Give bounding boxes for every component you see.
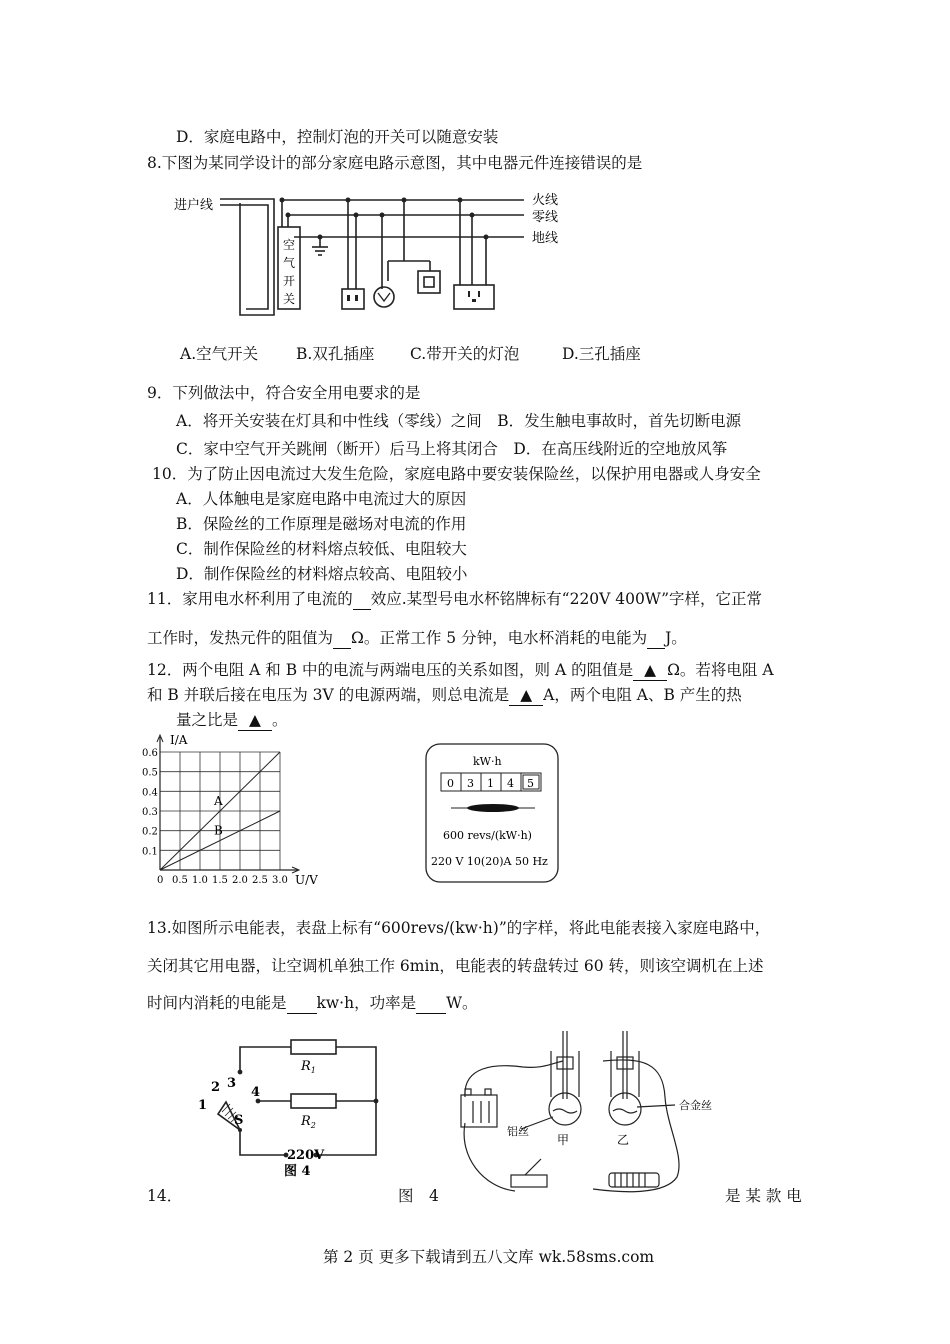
fig4-r2-letter: R — [301, 1114, 311, 1129]
label-neutral: 零线 — [532, 210, 559, 225]
fig4-r1 — [300, 1059, 316, 1075]
q12-text: 和 B 并联后接在电压为 3V 的电源两端，则总电流是 — [147, 686, 510, 704]
fig4-r1-sub: 1 — [310, 1066, 316, 1075]
q12-line-2 — [147, 685, 742, 706]
q12-text: Ω。若将电阻 A — [667, 661, 774, 679]
q13-line-3 — [147, 993, 478, 1014]
chart-xtick-label: 1.0 — [192, 875, 208, 886]
q11-text: 效应.某型号电水杯铭牌标有“220V 400W”字样，它正常 — [370, 590, 763, 608]
q12-text: 12．两个电阻 A 和 B 中的电流与两端电压的关系如图，则 A 的阻值是 — [147, 661, 634, 679]
fig4-node-3: 3 — [227, 1076, 237, 1091]
chart-ticks — [142, 748, 288, 886]
q13-text: kw·h，功率是 — [316, 994, 417, 1012]
q13-line-2: 关闭其它用电器，让空调机单独工作 6min，电能表的转盘转过 60 转，则该空调机在上述 — [147, 957, 764, 975]
q10-option-d: D．制作保险丝的材料熔点较高、电阻较小 — [176, 565, 468, 583]
label-breaker-4: 关 — [283, 292, 296, 306]
fig4-caption: 图 4 — [284, 1164, 311, 1179]
q13-line-1: 13.如图所示电能表，表盘上标有“600revs/(kw·h)”的字样，将此电能表接入家庭电路中， — [147, 919, 771, 937]
q10-stem: 10．为了防止因电流过大发生危险，家庭电路中要安装保险丝，以保护用电器或人身安全 — [152, 465, 761, 483]
q13-blank-1[interactable] — [287, 993, 317, 1014]
q8-option-b: B.双孔插座 — [296, 345, 375, 363]
page-footer: 第 2 页 更多下载请到五八文库 wk.58sms.com — [323, 1248, 655, 1266]
q12-text: 量之比是 — [176, 711, 239, 729]
q11-blank-1[interactable] — [353, 589, 371, 610]
iu-chart — [138, 733, 338, 893]
meter-revs: 600 revs/(kW·h) — [443, 829, 532, 842]
chart-xtick-label: 3.0 — [272, 875, 288, 886]
q12-blank-2[interactable]: ▲ — [509, 685, 543, 706]
q12-line-3 — [176, 710, 288, 731]
q11-text: 工作时，发热元件的阻值为 — [147, 629, 334, 647]
label-jia: 甲 — [557, 1133, 570, 1147]
q9-stem: 9．下列做法中，符合安全用电要求的是 — [147, 384, 421, 402]
q8-stem: 8.下图为某同学设计的部分家庭电路示意图，其中电器元件连接错误的是 — [147, 154, 643, 172]
meter-unit: kW·h — [473, 755, 502, 768]
q10-option-b: B．保险丝的工作原理是磁场对电流的作用 — [176, 515, 467, 533]
chart-xtick-label: 2.5 — [252, 875, 268, 886]
label-live: 火线 — [532, 193, 559, 208]
meter-digit-5: 5 — [527, 777, 534, 790]
chart-series-label-B: B — [214, 823, 223, 838]
label-alloy-wire: 合金丝 — [679, 1099, 712, 1112]
label-incoming: 进户线 — [174, 198, 214, 213]
chart-ytick-label: 0.5 — [142, 767, 158, 779]
q9-options-cd: C．家中空气开关跳闸（断开）后马上将其闭合 D．在高压线附近的空地放风筝 — [176, 440, 728, 458]
q14-tail: 是 某 款 电 — [725, 1187, 802, 1205]
q11-line-2 — [147, 628, 687, 649]
fig4-voltage: 220V — [287, 1148, 325, 1163]
fig4-r1-letter: R — [301, 1059, 311, 1074]
fig4-r2 — [300, 1114, 316, 1130]
q12-line-1 — [147, 660, 774, 681]
chart-xtick-label: 0 — [157, 875, 164, 886]
label-breaker-1: 空 — [283, 238, 296, 252]
chart-xtick-label: 2.0 — [232, 875, 248, 886]
q13-text: 时间内消耗的电能是 — [147, 994, 287, 1012]
label-ground: 地线 — [532, 231, 559, 246]
meter-rating: 220 V 10(20)A 50 Hz — [431, 855, 548, 868]
q11-text: Ω。正常工作 5 分钟，电水杯消耗的电能为 — [351, 629, 648, 647]
q12-blank-1[interactable]: ▲ — [633, 660, 667, 681]
q11-blank-2[interactable] — [333, 628, 351, 649]
q12-blank-3[interactable]: ▲ — [238, 710, 272, 731]
fig4-node-2: 2 — [211, 1080, 221, 1095]
chart-ytick-label: 0.6 — [142, 748, 158, 759]
q12-text: 。 — [272, 711, 288, 729]
chart-ylabel: I/A — [170, 733, 188, 747]
q10-option-a: A．人体触电是家庭电路中电流过大的原因 — [176, 490, 467, 508]
chart-ytick-label: 0.1 — [142, 846, 158, 858]
q10-option-c: C．制作保险丝的材料熔点较低、电阻较大 — [176, 540, 467, 558]
q8-option-c: C.带开关的灯泡 — [410, 345, 520, 363]
q12-text: A，两个电阻 A、B 产生的热 — [543, 686, 742, 704]
q8-option-a: A.空气开关 — [180, 345, 259, 363]
meter-disc — [467, 804, 519, 812]
q8-option-d: D.三孔插座 — [562, 345, 641, 363]
meter-digit-4: 4 — [507, 777, 514, 790]
q14-num: 14． — [147, 1187, 183, 1205]
chart-ytick-label: 0.3 — [142, 807, 158, 818]
q11-line-1 — [147, 589, 762, 610]
chart-xtick-label: 0.5 — [172, 875, 188, 886]
q13-text: W。 — [446, 994, 478, 1012]
label-al-wire: 铝丝 — [507, 1125, 529, 1138]
energy-meter — [423, 741, 563, 886]
chart-ytick-label: 0.2 — [142, 826, 158, 838]
label-breaker-3: 开 — [283, 274, 296, 288]
q11-blank-3[interactable] — [647, 628, 665, 649]
q7-option-d: D．家庭电路中，控制灯泡的开关可以随意安装 — [176, 128, 499, 146]
fig4-switch-s: S — [234, 1113, 244, 1128]
chart-xtick-label: 1.5 — [212, 875, 228, 886]
q11-text: J。 — [665, 629, 687, 647]
q14-fig-ref: 图 4 — [398, 1187, 439, 1205]
fig4-node-4: 4 — [251, 1085, 261, 1100]
figure-4-circuit — [196, 1030, 386, 1180]
label-yi: 乙 — [617, 1133, 630, 1147]
q11-text: 11．家用电水杯利用了电流的 — [147, 590, 353, 608]
heating-experiment — [453, 1027, 715, 1199]
chart-ytick-label: 0.4 — [142, 787, 158, 799]
household-circuit-diagram — [172, 185, 572, 325]
chart-series-label-A: A — [214, 794, 223, 808]
label-breaker-2: 气 — [283, 256, 296, 270]
meter-digit-1: 0 — [447, 777, 454, 790]
q9-options-ab: A．将开关安装在灯具和中性线（零线）之间 B．发生触电事故时，首先切断电源 — [176, 412, 742, 430]
fig4-r2-sub: 2 — [310, 1121, 316, 1130]
meter-digit-3: 1 — [487, 777, 494, 790]
meter-digit-2: 3 — [467, 777, 474, 790]
chart-xlabel: U/V — [295, 873, 318, 887]
fig4-node-1: 1 — [198, 1098, 208, 1113]
q13-blank-2[interactable] — [416, 993, 446, 1014]
